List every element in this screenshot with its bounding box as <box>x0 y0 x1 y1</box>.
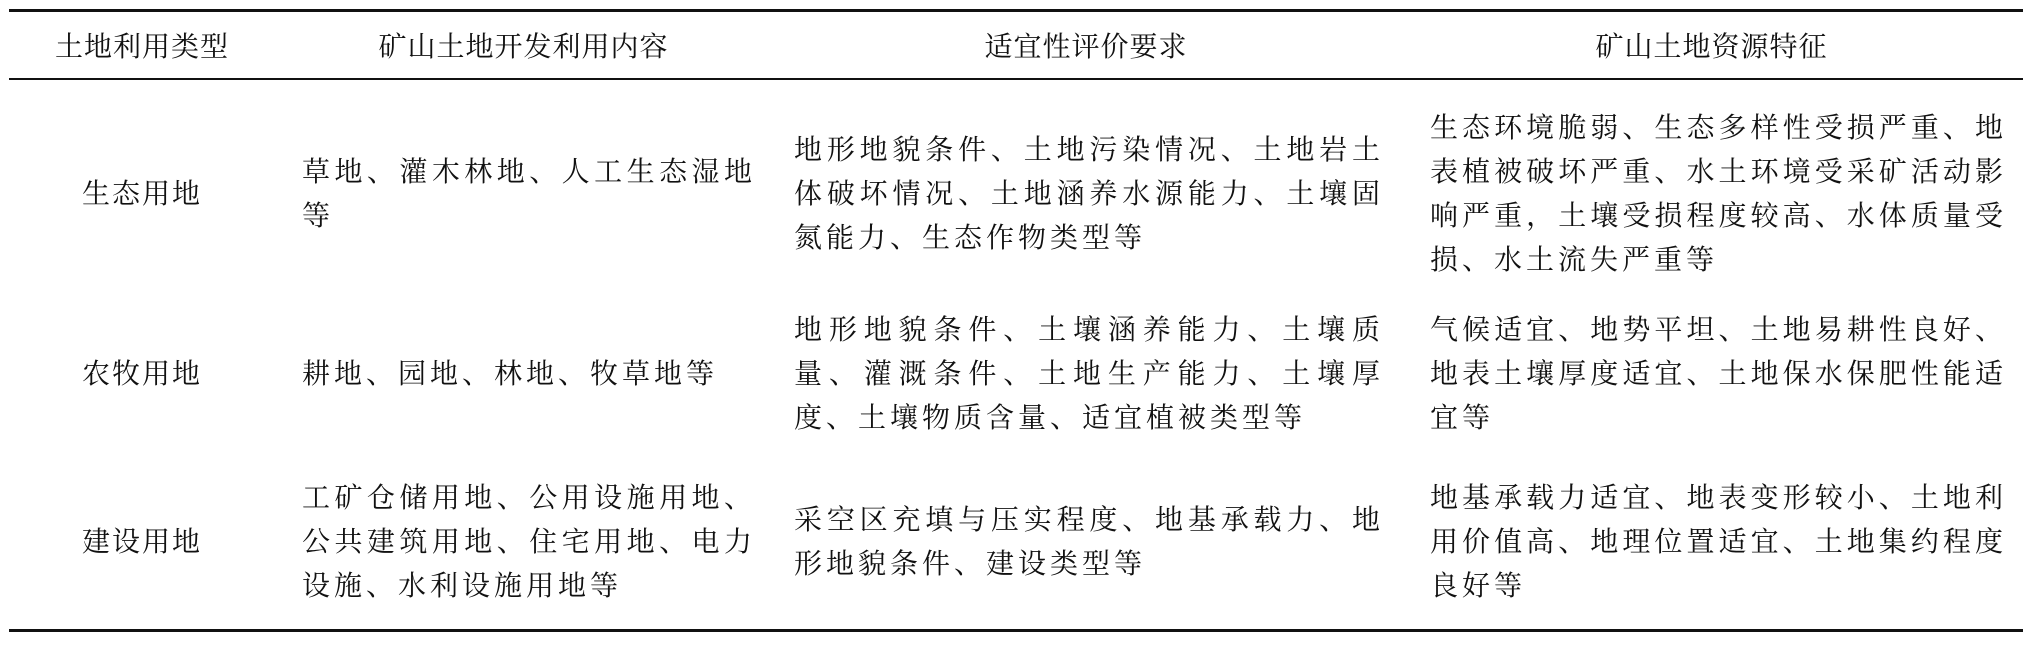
header-resource-features: 矿山土地资源特征 <box>1595 30 1828 63</box>
cell-suitability-requirements: 地形地貌条件、土壤涵养能力、土壤质量、灌溉条件、土地生产能力、土壤厚度、土壤物质含量、适宜植被类型等 <box>794 313 1384 434</box>
cell-resource-features: 地基承载力适宜、地表变形较小、土地利用价值高、地理位置适宜、土地集约程度良好等 <box>1430 480 2007 602</box>
cell-development-content: 耕地、园地、林地、牧草地等 <box>302 357 719 390</box>
land-use-table-body <box>9 80 2023 629</box>
cell-land-use-type: 生态用地 <box>81 177 202 210</box>
cell-suitability-requirements: 采空区充填与压实程度、地基承载力、地形地貌条件、建设类型等 <box>794 502 1384 580</box>
table-row <box>9 80 2023 294</box>
cell-land-use-type: 农牧用地 <box>81 357 202 390</box>
cell-development-content: 工矿仓储用地、公用设施用地、公共建筑用地、住宅用地、电力设施、水利设施用地等 <box>302 480 756 602</box>
table-header <box>9 12 2023 78</box>
header-row <box>9 12 2023 78</box>
cell-resource-features: 生态环境脆弱、生态多样性受损严重、地表植被破坏严重、水土环境受采矿活动影响严重，土壤受损程度较高、水体质量受损、水土流失严重等 <box>1430 111 2007 276</box>
cell-land-use-type: 建设用地 <box>81 524 202 558</box>
table-bottom-rule <box>9 629 2023 632</box>
cell-resource-features: 气候适宜、地势平坦、土地易耕性良好、地表土壤厚度适宜、土地保水保肥性能适宜等 <box>1430 313 2007 434</box>
header-development-content: 矿山土地开发利用内容 <box>378 30 669 63</box>
header-suitability-requirements: 适宜性评价要求 <box>984 30 1188 63</box>
cell-suitability-requirements: 地形地貌条件、土地污染情况、土地岩土体破坏情况、土地涵养水源能力、土壤固氮能力、生态作物类型等 <box>794 133 1384 254</box>
land-use-table-container <box>9 9 2023 632</box>
table-row <box>9 294 2023 454</box>
cell-development-content: 草地、灌木林地、人工生态湿地等 <box>302 155 756 232</box>
header-land-use-type: 土地利用类型 <box>54 30 229 63</box>
table-row <box>9 454 2023 629</box>
land-use-table <box>9 12 2023 78</box>
